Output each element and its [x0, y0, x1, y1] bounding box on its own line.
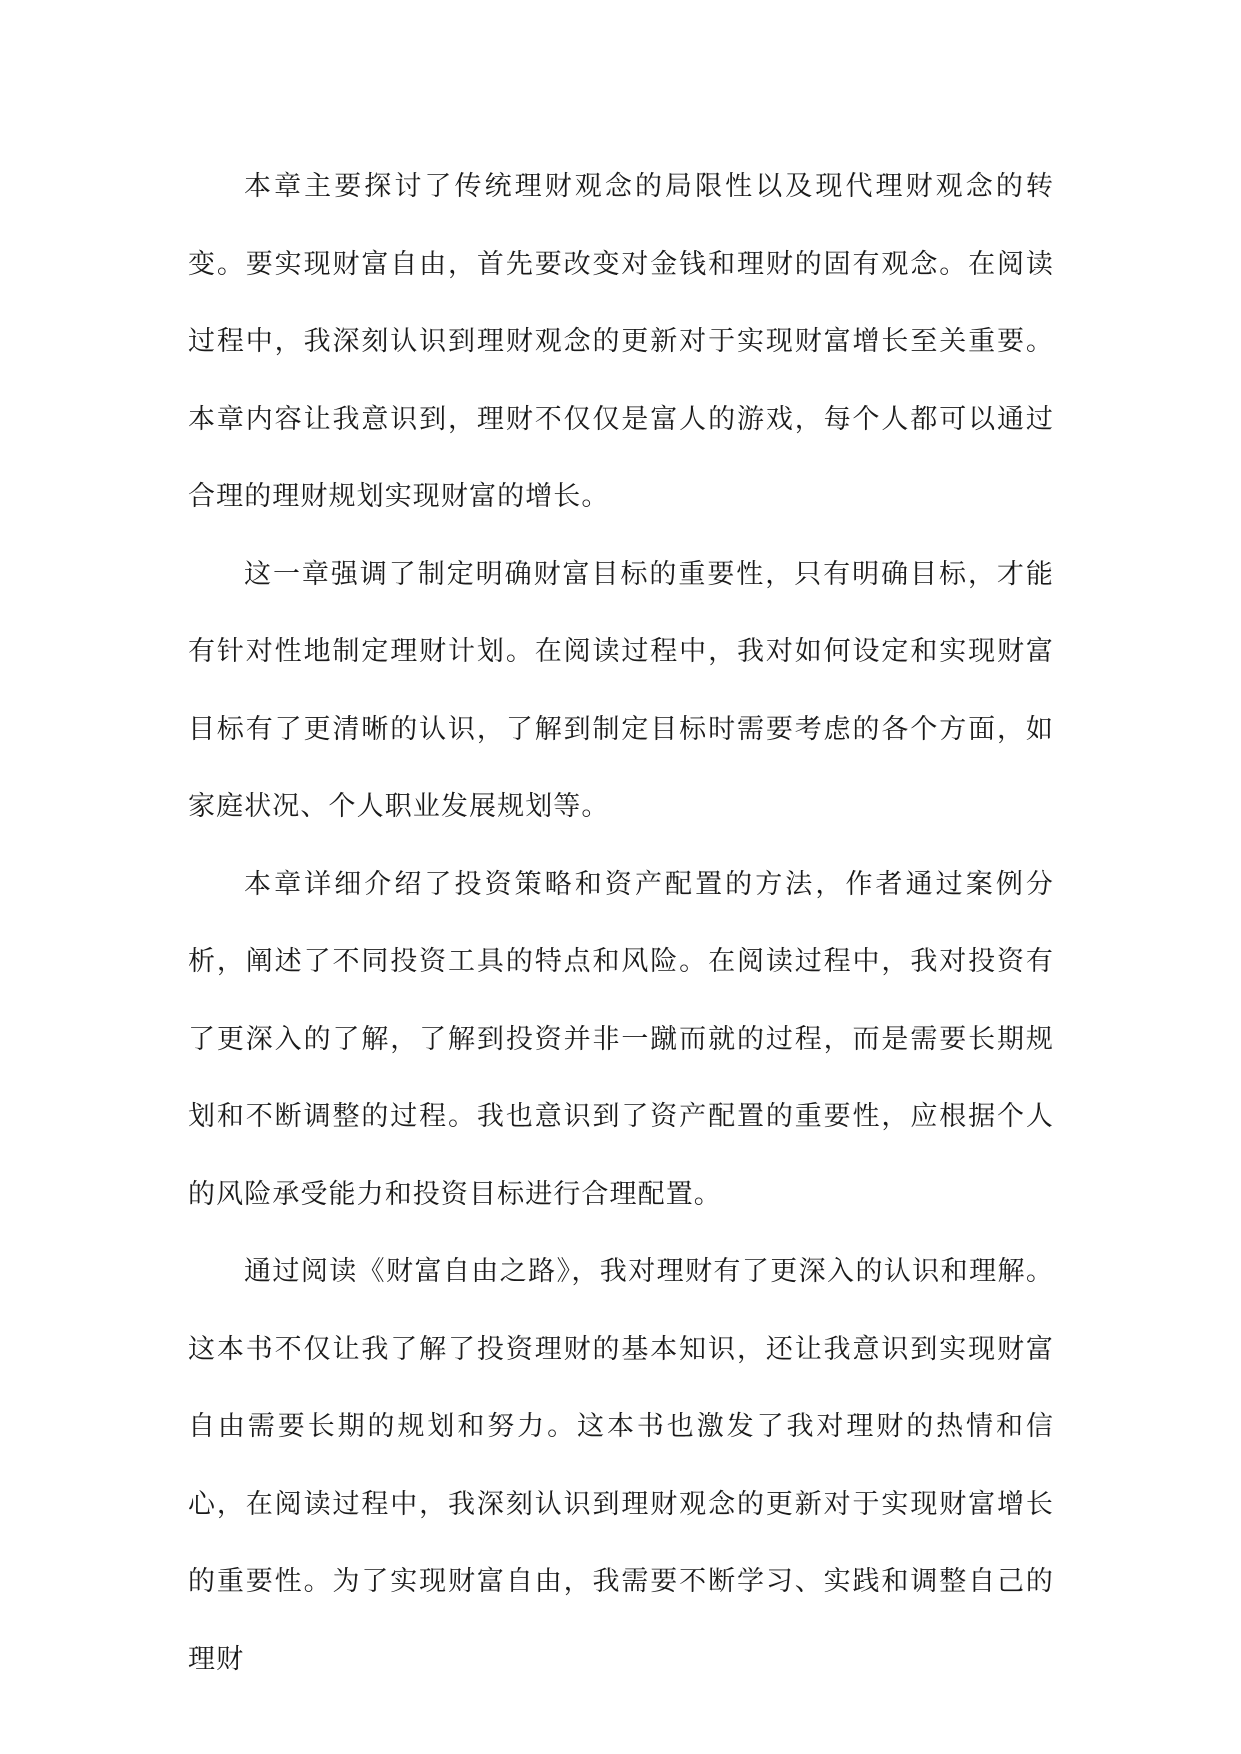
- paragraph-2: 这一章强调了制定明确财富目标的重要性，只有明确目标，才能有针对性地制定理财计划。在阅读过程中，我对如何设定和实现财富目标有了更清晰的认识，了解到制定目标时需要考虑的各个方面，如家庭状况、个人职业发展规划等。: [188, 558, 1054, 822]
- paragraph-4: 通过阅读《财富自由之路》，我对理财有了更深入的认识和理解。这本书不仅让我了解了投资理财的基本知识，还让我意识到实现财富自由需要长期的规划和努力。这本书也激发了我对理财的热情和信心，在阅读过程中，我深刻认识到理财观念的更新对于实现财富增长的重要性。为了实现财富自由，我需要不断学习、实践和调整自己的理财: [188, 1256, 1054, 1675]
- paragraph-3: 本章详细介绍了投资策略和资产配置的方法，作者通过案例分析，阐述了不同投资工具的特点和风险。在阅读过程中，我对投资有了更深入的了解，了解到投资并非一蹴而就的过程，而是需要长期规划和不断调整的过程。我也意识到了资产配置的重要性，应根据个人的风险承受能力和投资目标进行合理配置。: [188, 868, 1054, 1210]
- document-body: [188, 148, 1054, 1698]
- paragraph-1: 本章主要探讨了传统理财观念的局限性以及现代理财观念的转变。要实现财富自由，首先要改变对金钱和理财的固有观念。在阅读过程中，我深刻认识到理财观念的更新对于实现财富增长至关重要。本章内容让我意识到，理财不仅仅是富人的游戏，每个人都可以通过合理的理财规划实现财富的增长。: [188, 171, 1054, 512]
